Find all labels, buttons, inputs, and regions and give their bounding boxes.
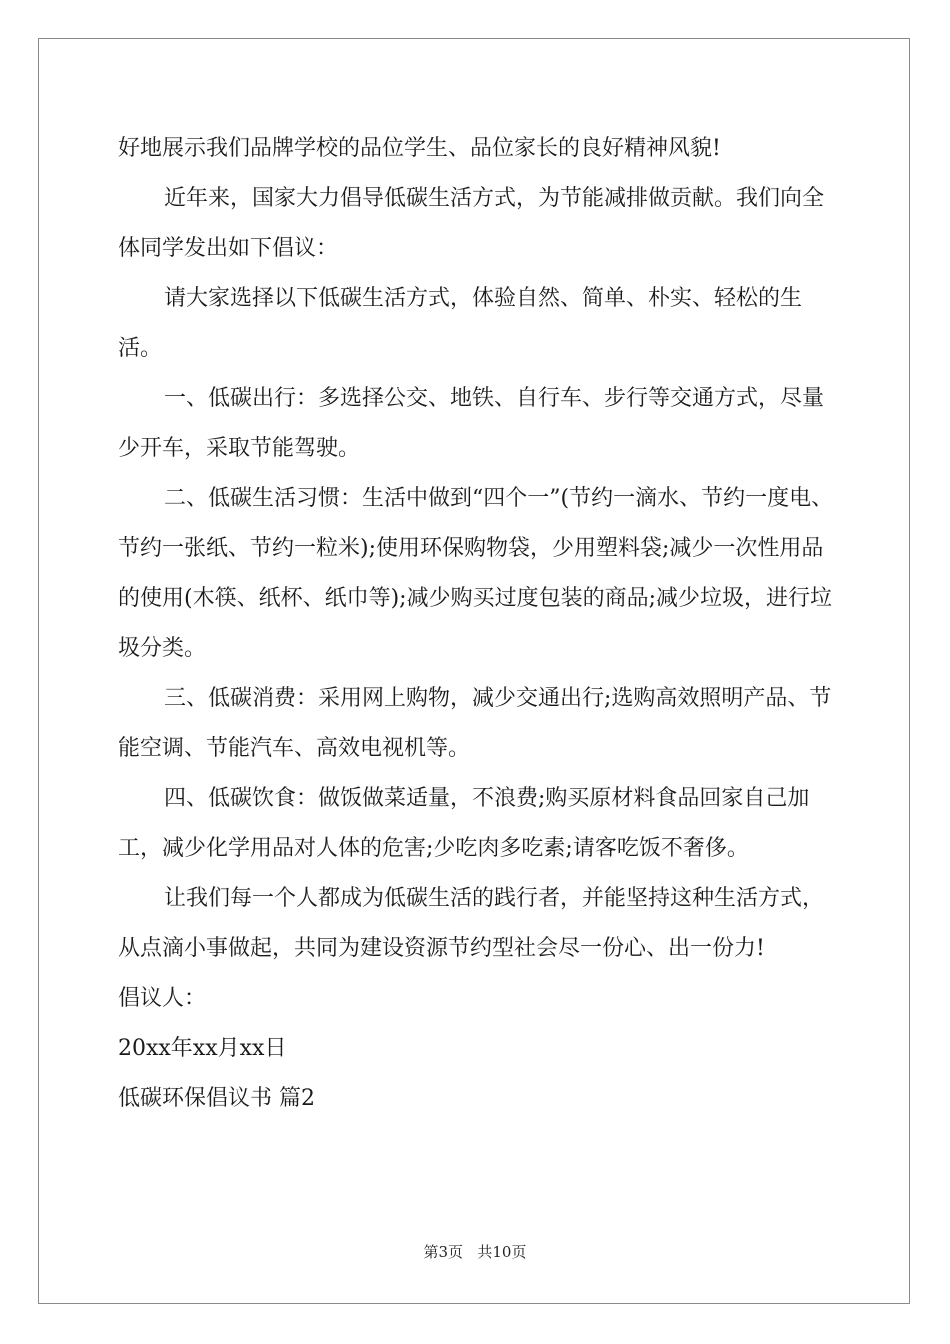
paragraph-item-3: 三、低碳消费：采用网上购物，减少交通出行;选购高效照明产品、节能空调、节能汽车、高效电视机等。 — [118, 686, 832, 761]
paragraph-item-1: 一、低碳出行：多选择公交、地铁、自行车、步行等交通方式，尽量少开车，采取节能驾驶。 — [118, 386, 825, 461]
paragraph-call: 请大家选择以下低碳生活方式，体验自然、简单、朴实、轻松的生活。 — [118, 286, 803, 361]
date-line: 20xx年xx月xx日 — [118, 1036, 287, 1061]
paragraph-intro-continuation: 好地展示我们品牌学校的品位学生、品位家长的良好精神风貌! — [118, 136, 721, 161]
signature-label: 倡议人： — [118, 986, 207, 1011]
document-body — [118, 124, 838, 1124]
paragraph-closing: 让我们每一个人都成为低碳生活的践行者，并能坚持这种生活方式，从点滴小事做起，共同为建设资源节约型社会尽一份心、出一份力! — [118, 886, 825, 961]
paragraph-item-2: 二、低碳生活习惯：生活中做到“四个一”(节约一滴水、节约一度电、节约一张纸、节约一粒米);使用环保购物袋，少用塑料袋;减少一次性用品的使用(木筷、纸杯、纸巾等);减少购买过度包装的商品;减少垃圾，进行垃圾分类。 — [118, 486, 834, 661]
paragraph-background: 近年来，国家大力倡导低碳生活方式，为节能减排做贡献。我们向全体同学发出如下倡议： — [118, 186, 825, 261]
section-heading: 低碳环保倡议书 篇2 — [118, 1086, 315, 1111]
page-number: 第3页 — [423, 1243, 464, 1261]
page-footer — [0, 1242, 950, 1262]
paragraph-item-4: 四、低碳饮食：做饭做菜适量，不浪费;购买原材料食品回家自己加工，减少化学用品对人体的危害;少吃肉多吃素;请客吃饭不奢侈。 — [118, 786, 810, 861]
page-total: 共10页 — [477, 1243, 527, 1261]
